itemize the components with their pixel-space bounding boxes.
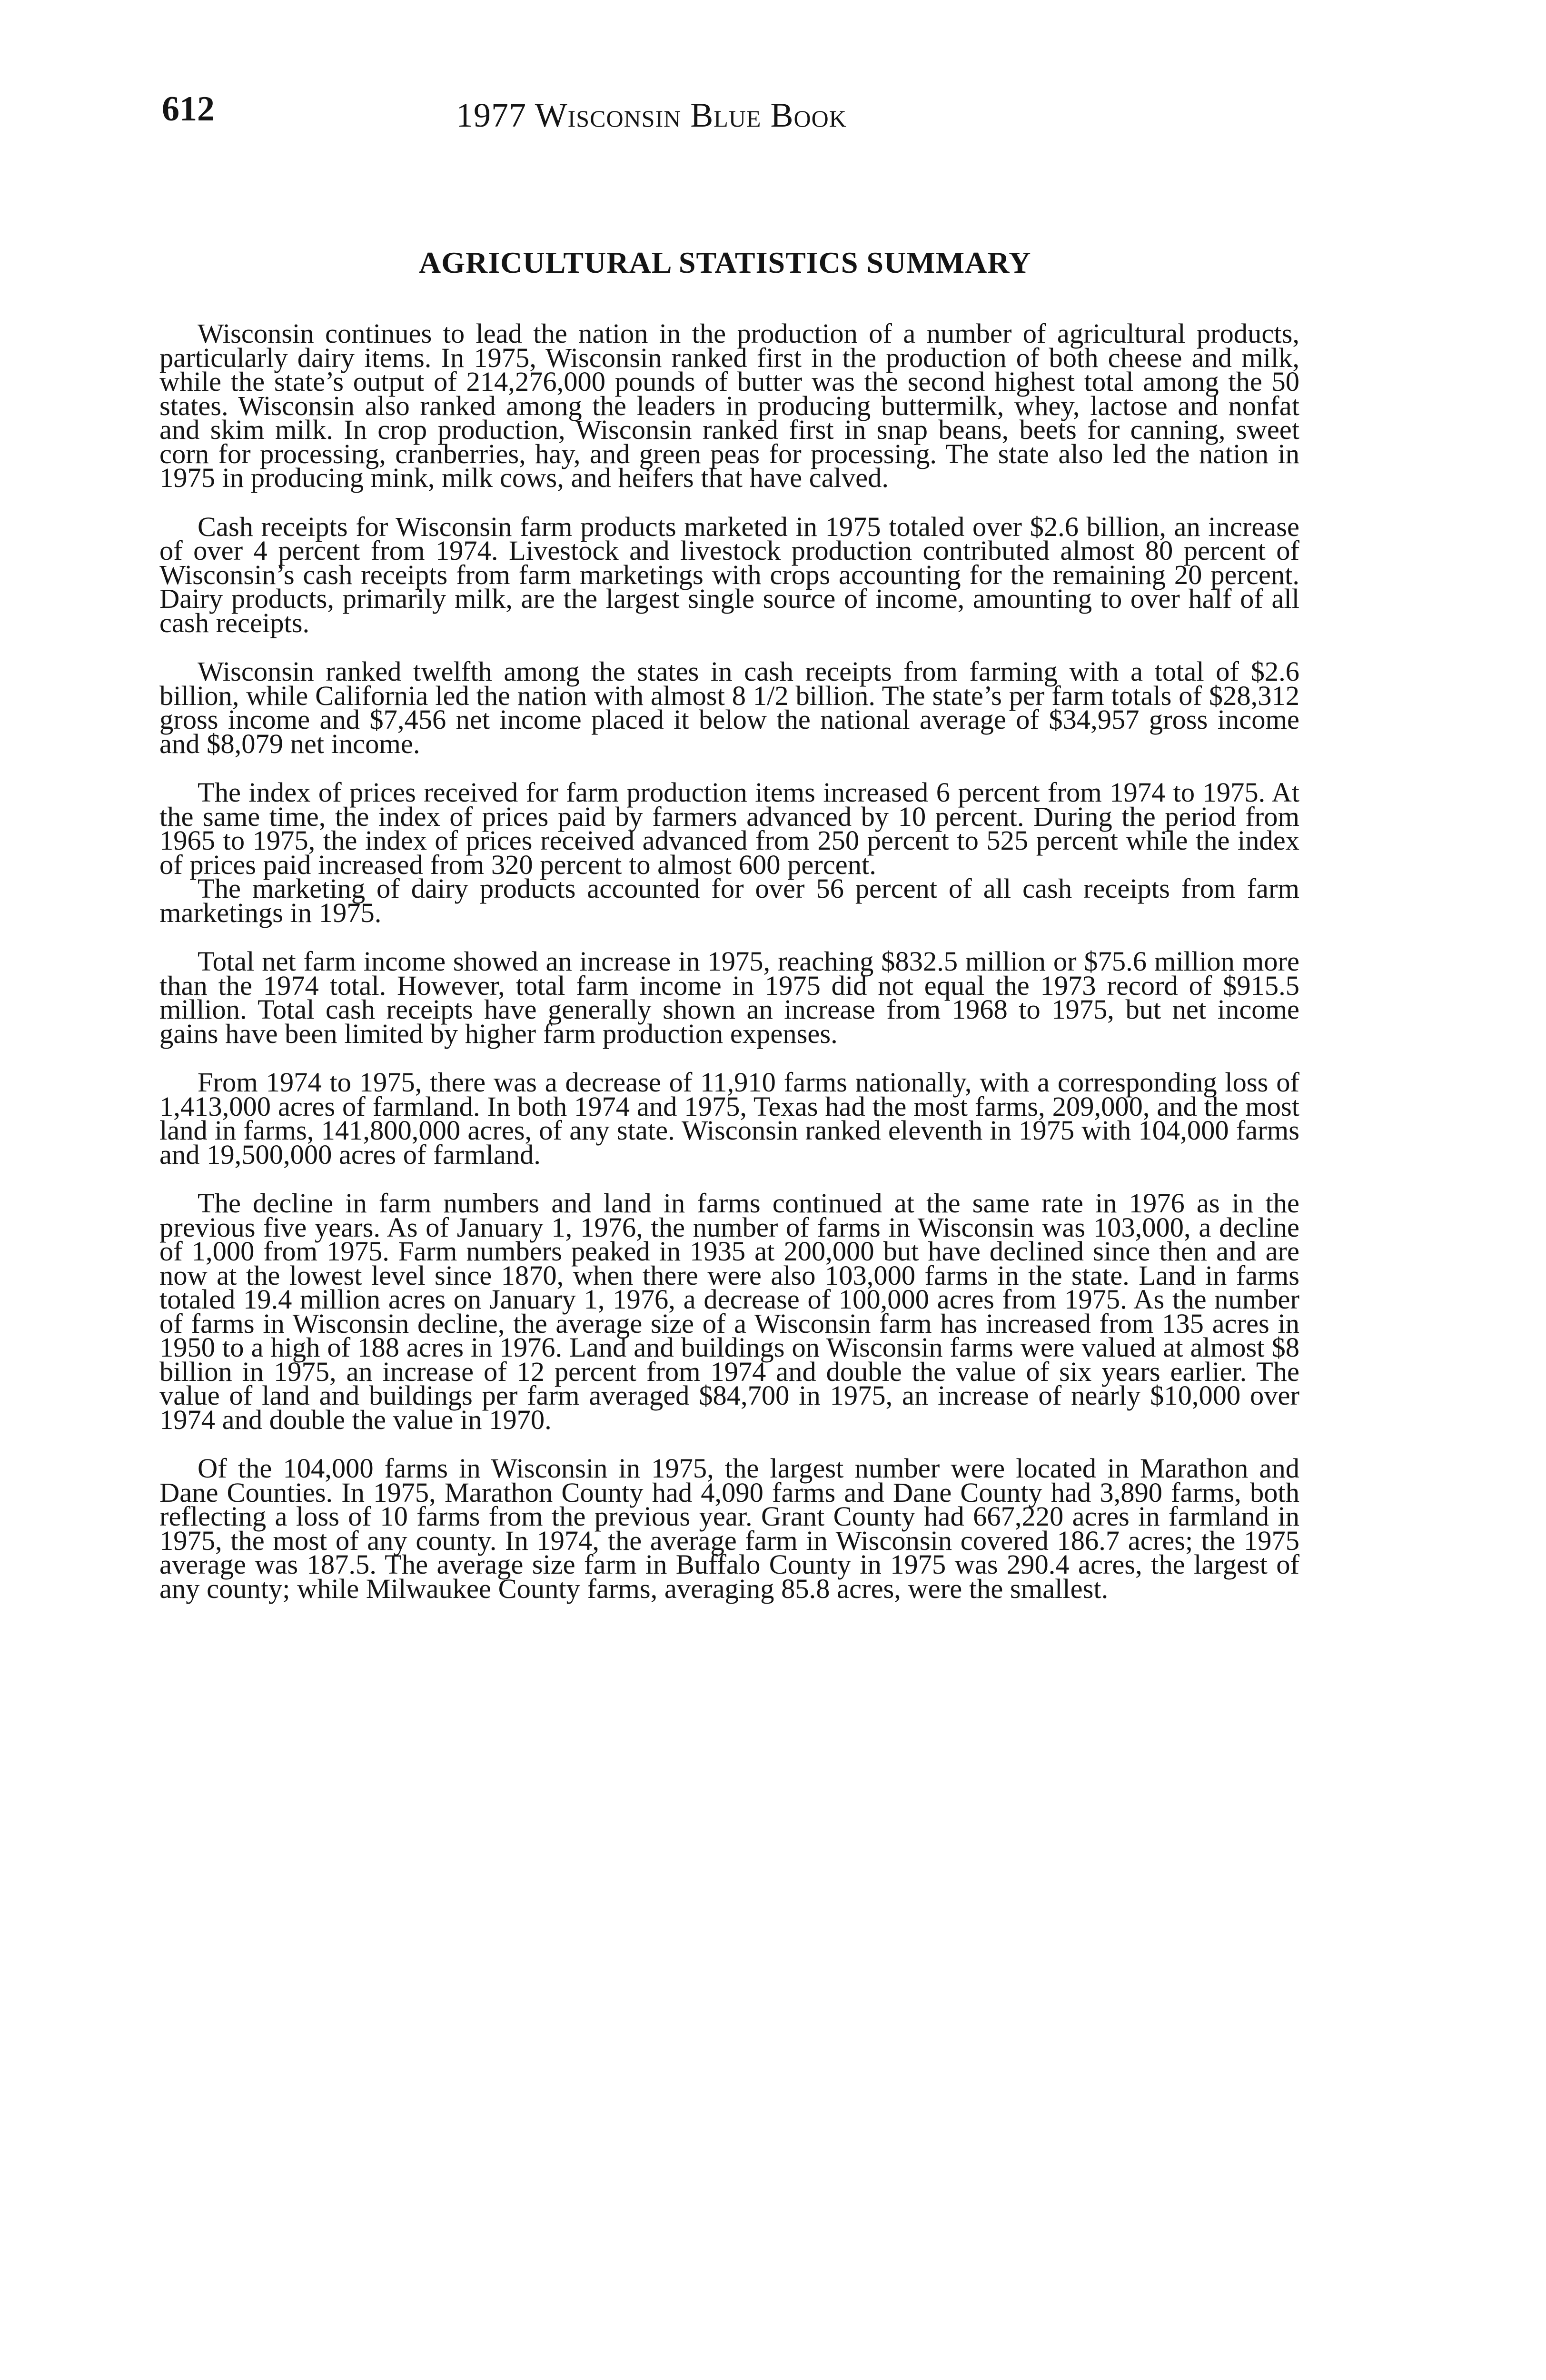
paragraph-8: The decline in farm numbers and land in farms continued at the same rate in 1976 as in the previous five years. As of January 1, 1976, the number of farms in Wisconsin was 103,000, a decline of 1,000 from 1975. Farm numbers peaked in 1935 at 200,000 but have declined since then and are now at the lowest level since 1870, when there were also 103,000 farms in the state. Land in farms totaled 19.4 million acres on January 1, 1976, a decrease of 100,000 acres from 1975. As the number of farms in Wisconsin decline, the average size of a Wisconsin farm has increased from 135 acres in 1950 to a high of 188 acres in 1976. Land and buildings on Wisconsin farms were valued at almost $8 billion in 1975, an increase of 12 percent from 1974 and double the value of six years earlier. The value of land and buildings per farm averaged $84,700 in 1975, an increase of nearly $10,000 over 1974 and double the value in 1970.	[159, 1188, 1299, 1435]
paragraph-5: The marketing of dairy products accounted for over 56 percent of all cash receipts from farm marketings in 1975.	[159, 873, 1299, 928]
page-number: 612	[162, 89, 215, 129]
paragraph-3: Wisconsin ranked twelfth among the states in cash receipts from farming with a total of $2.6 billion, while California led the nation with almost 8 1/2 billion. The state’s per farm totals of $28,312 gross income and $7,456 net income placed it below the national average of $34,957 gross income and $8,079 net income.	[159, 656, 1299, 759]
page-title: AGRICULTURAL STATISTICS SUMMARY	[419, 246, 1031, 279]
body-text	[159, 318, 1299, 1604]
paragraph-7: From 1974 to 1975, there was a decrease of 11,910 farms nationally, with a corresponding loss of 1,413,000 acres of farmland. In both 1974 and 1975, Texas had the most farms, 209,000, and the most land in farms, 141,800,000 acres, of any state. Wisconsin ranked eleventh in 1975 with 104,000 farms and 19,500,000 acres of farmland.	[159, 1067, 1299, 1170]
paragraph-9: Of the 104,000 farms in Wisconsin in 1975, the largest number were located in Marathon and Dane Counties. In 1975, Marathon County had 4,090 farms and Dane County had 3,890 farms, both reflecting a loss of 10 farms from the previous year. Grant County had 667,220 acres in farmland in 1975, the most of any county. In 1974, the average farm in Wisconsin covered 186.7 acres; the 1975 average was 187.5. The average size farm in Buffalo County in 1975 was 290.4 acres, the largest of any county; while Milwaukee County farms, averaging 85.8 acres, were the smallest.	[159, 1453, 1299, 1604]
paragraph-1: Wisconsin continues to lead the nation in the production of a number of agricultural products, particularly dairy items. In 1975, Wisconsin ranked first in the production of both cheese and milk, while the state’s output of 214,276,000 pounds of butter was the second highest total among the 50 states. Wisconsin also ranked among the leaders in producing buttermilk, whey, lactose and nonfat and skim milk. In crop production, Wisconsin ranked first in snap beans, beets for canning, sweet corn for processing, cranberries, hay, and green peas for processing. The state also led the nation in 1975 in producing mink, milk cows, and heifers that have calved.	[159, 318, 1299, 493]
paragraph-4: The index of prices received for farm production items increased 6 percent from 1974 to 1975. At the same time, the index of prices paid by farmers advanced by 10 percent. During the period from 1965 to 1975, the index of prices received advanced from 250 percent to 525 percent while the index of prices paid increased from 320 percent to almost 600 percent.	[159, 777, 1299, 880]
running-head: 1977 Wisconsin Blue Book	[456, 96, 847, 134]
paragraph-6: Total net farm income showed an increase in 1975, reaching $832.5 million or $75.6 million more than the 1974 total. However, total farm income in 1975 did not equal the 1973 record of $915.5 million. Total cash receipts have generally shown an increase from 1968 to 1975, but net income gains have been limited by higher farm production expenses.	[159, 946, 1299, 1049]
paragraph-2: Cash receipts for Wisconsin farm products marketed in 1975 totaled over $2.6 billion, an increase of over 4 percent from 1974. Livestock and livestock production contributed almost 80 percent of Wisconsin’s cash receipts from farm marketings with crops accounting for the remaining 20 percent. Dairy products, primarily milk, are the largest single source of income, amounting to over half of all cash receipts.	[159, 511, 1299, 638]
